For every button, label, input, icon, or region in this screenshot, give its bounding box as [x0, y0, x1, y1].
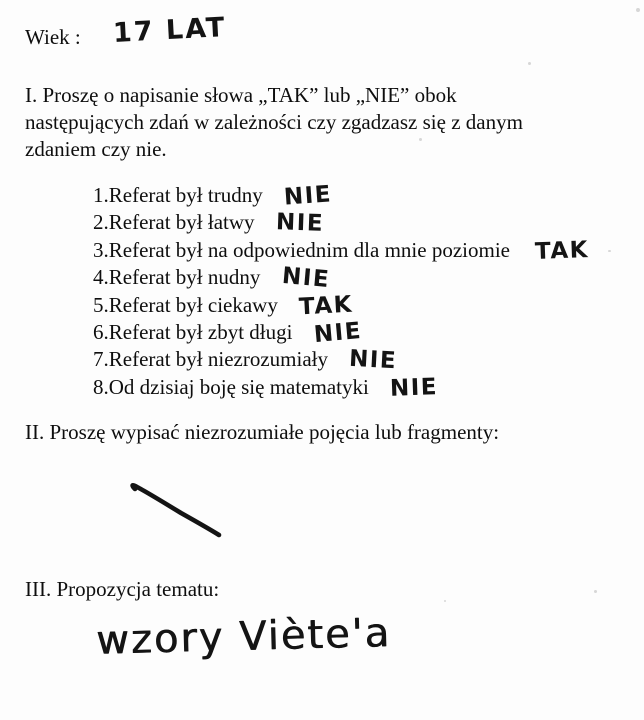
section3-heading: III. Propozycja tematu: [25, 577, 220, 601]
question-text: 6.Referat był zbyt długi [93, 320, 293, 345]
scan-noise-speck [528, 62, 531, 65]
question-row [93, 374, 589, 401]
question-row [93, 346, 589, 373]
answer-handwriting: NIE [283, 181, 333, 211]
answer-handwriting: NIE [280, 263, 331, 294]
question-text: 3.Referat był na odpowiednim dla mnie poziomie [93, 237, 510, 262]
age-value-handwriting: 17 LAT [112, 12, 227, 49]
scan-noise-speck [419, 138, 422, 141]
question-text: 5.Referat był ciekawy [93, 292, 278, 317]
section1-instruction [25, 82, 523, 163]
scan-noise-speck [636, 8, 640, 12]
age-label: Wiek : [25, 25, 81, 49]
question-row [93, 263, 589, 294]
instruction-line: następujących zdań w zależności czy zgadzasz się z danym [25, 110, 523, 134]
answer-handwriting: TAK [534, 236, 590, 265]
question-row [93, 209, 589, 236]
topic-handwriting: wzory Viète'a [95, 610, 392, 664]
pen-stroke-mark [119, 477, 237, 547]
answer-handwriting: NIE [348, 346, 399, 375]
answer-handwriting: TAK [298, 291, 354, 321]
instruction-line: I. Proszę o napisanie słowa „TAK” lub „NIE” obok [25, 83, 457, 107]
questions-list [93, 182, 589, 401]
question-text: 2.Referat był łatwy [93, 210, 255, 235]
question-row [93, 317, 589, 349]
answer-handwriting: NIE [389, 374, 439, 402]
scan-noise-speck [594, 590, 597, 593]
answer-handwriting: NIE [312, 317, 363, 349]
answer-handwriting: NIE [275, 209, 325, 238]
section2-heading: II. Proszę wypisać niezrozumiałe pojęcia lub fragmenty: [25, 420, 500, 444]
age-row [25, 12, 227, 51]
instruction-line: zdaniem czy nie. [25, 137, 167, 161]
question-text: 8.Od dzisiaj boję się matematyki [93, 374, 369, 399]
question-text: 1.Referat był trudny [93, 183, 263, 207]
question-row [93, 292, 589, 319]
scan-noise-speck [444, 600, 446, 602]
question-text: 4.Referat był nudny [93, 265, 261, 290]
question-row [93, 182, 589, 209]
question-text: 7.Referat był niezrozumiały [93, 347, 328, 372]
question-row [93, 237, 589, 264]
scan-noise-speck [608, 250, 611, 252]
